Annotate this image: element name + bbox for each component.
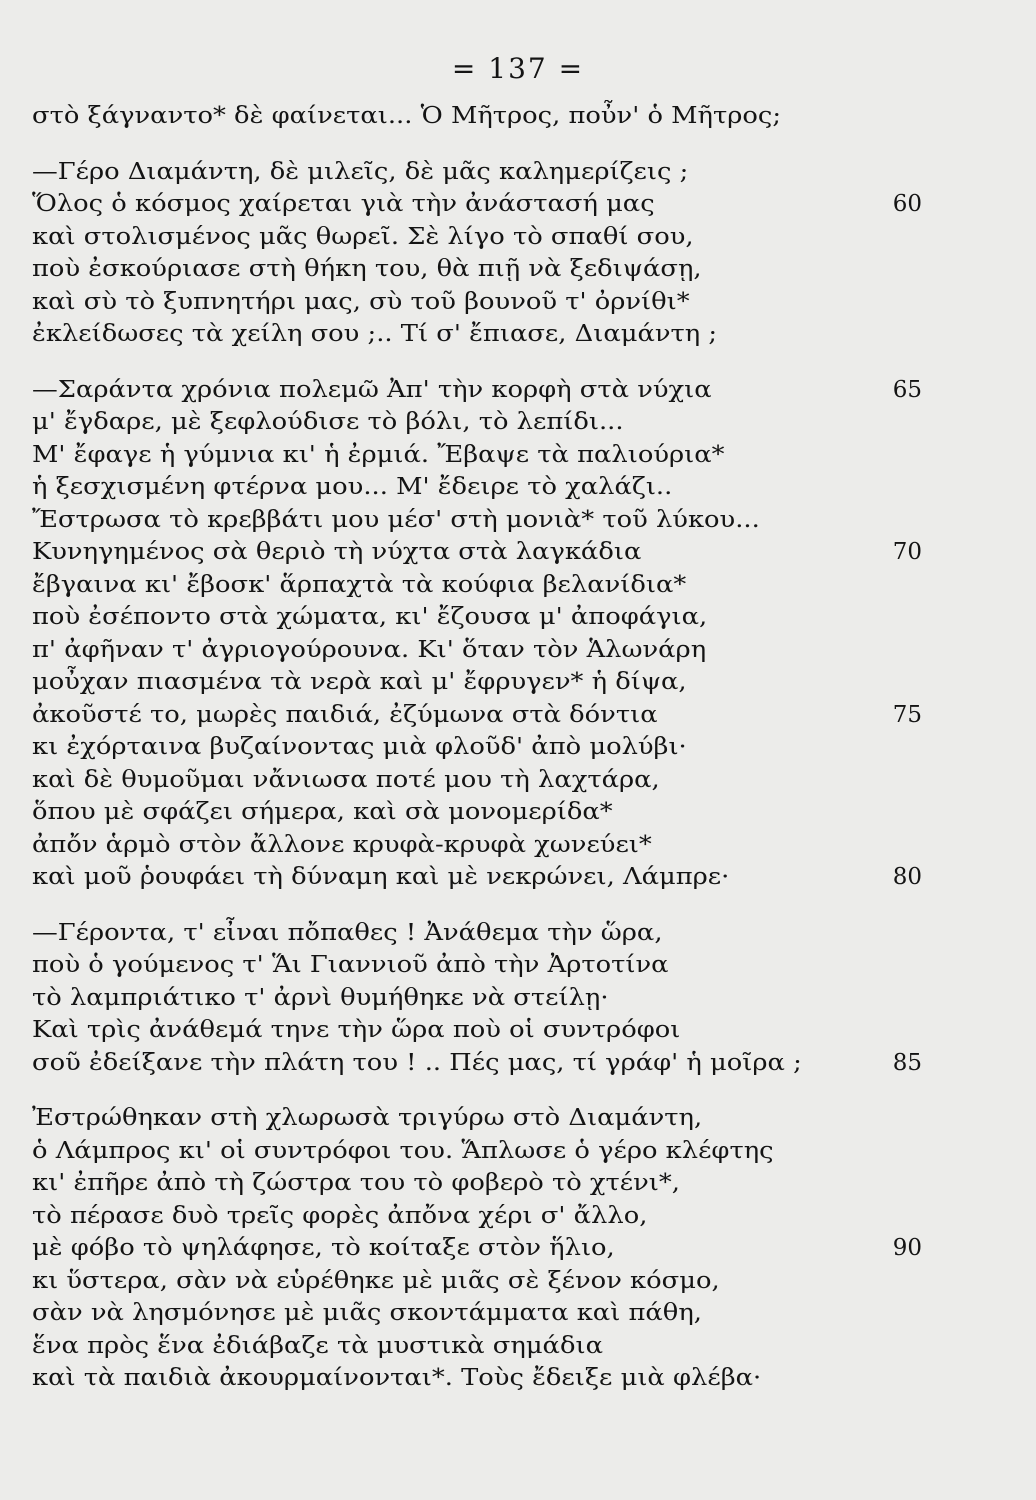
poem-line: [32, 861, 922, 894]
poem-line: [32, 666, 922, 699]
poem-line: [32, 253, 922, 286]
line-text: Καὶ τρὶς ἀνάθεμά τηνε τὴν ὥρα ποὺ οἱ συντρόφοι: [32, 1017, 681, 1043]
line-text: τὸ λαμπριάτικο τ' ἀρνὶ θυμήθηκε νὰ στείλῃ·: [32, 984, 609, 1011]
line-text: ὅπου μὲ σφάζει σήμερα, καὶ σὰ μονομερίδα*: [32, 799, 613, 825]
poem-line: [32, 731, 922, 764]
poem-line: [32, 286, 922, 319]
poem-line: [32, 796, 922, 829]
line-text: ποὺ ὁ γούμενος τ' Ἅι Γιαννιοῦ ἀπὸ τὴν Ἀρτοτίνα: [32, 952, 669, 978]
poem-line: [32, 1297, 922, 1330]
poem-line: [32, 1135, 922, 1168]
line-text: καὶ στολισμένος μᾶς θωρεῖ. Σὲ λίγο τὸ σπαθί σου,: [32, 223, 694, 250]
poem-line: [32, 1102, 922, 1135]
line-text: —Γέροντα, τ' εἶναι πὄπαθες ! Ἀνάθεμα τὴν ὥρα,: [32, 919, 663, 946]
line-text: καὶ τὰ παιδιὰ ἀκουρμαίνονται*. Τοὺς ἔδειξε μιὰ φλέβα·: [32, 1365, 762, 1391]
line-number: 80: [892, 864, 922, 890]
poem-line: [32, 1362, 922, 1395]
line-number: 65: [892, 376, 922, 403]
line-text: μ' ἔγδαρε, μὲ ξεφλούδισε τὸ βόλι, τὸ λεπίδι...: [32, 409, 624, 435]
line-text: καὶ δὲ θυμοῦμαι νἄνιωσα ποτέ μου τὴ λαχτάρα,: [32, 766, 660, 793]
poem-line: [32, 406, 922, 439]
poem-line: [32, 1200, 922, 1233]
poem-line: [32, 536, 922, 569]
poem-line: [32, 156, 922, 189]
poem-line: [32, 100, 922, 133]
line-text: σὰν νὰ λησμόνησε μὲ μιᾶς σκοντάμματα καὶ πάθη,: [32, 1300, 702, 1326]
poem-line: [32, 949, 922, 982]
line-text: Μ' ἔφαγε ἡ γύμνια κι' ἡ ἐρμιά. Ἔβαψε τὰ παλιούρια*: [32, 441, 725, 468]
line-text: ἔβγαινα κι' ἔβοσκ' ἅρπαχτὰ τὰ κούφια βελανίδια*: [32, 571, 687, 598]
line-text: ποὺ ἐσκούριασε στὴ θήκη του, θὰ πιῇ νὰ ξεδιψάσῃ,: [32, 256, 702, 282]
poem-line: [32, 188, 922, 221]
poem-line: [32, 982, 922, 1015]
poem-line: [32, 1047, 922, 1080]
poem-line: [32, 439, 922, 472]
line-number: 75: [892, 701, 922, 728]
line-text: ἐκλείδωσες τὰ χείλη σου ;.. Τί σ' ἔπιασε, Διαμάντη ;: [32, 321, 718, 347]
poem-body: [32, 100, 922, 1395]
line-text: τὸ πέρασε δυὸ τρεῖς φορὲς ἀπὄνα χέρι σ' ἄλλο,: [32, 1202, 648, 1229]
line-text: κι' ἐπῆρε ἀπὸ τὴ ζώστρα του τὸ φοβερὸ τὸ χτένι*,: [32, 1170, 680, 1196]
line-text: ἀκοῦστέ το, μωρὲς παιδιά, ἐζύμωνα στὰ δόντια: [32, 701, 658, 728]
line-text: ἕνα πρὸς ἕνα ἐδιάβαζε τὰ μυστικὰ σημάδια: [32, 1332, 603, 1359]
poem-line: [32, 1167, 922, 1200]
line-text: μοὖχαν πιασμένα τὰ νερὰ καὶ μ' ἔφρυγεν* ἡ δίψα,: [32, 669, 687, 695]
line-number: 90: [892, 1235, 922, 1261]
poem-line: [32, 569, 922, 602]
poem-line: [32, 374, 922, 407]
line-text: στὸ ξάγναντο* δὲ φαίνεται... Ὁ Μῆτρος, ποὖν' ὁ Μῆτρος;: [32, 103, 782, 129]
poem-line: [32, 634, 922, 667]
poem-line: [32, 221, 922, 254]
line-text: σοῦ ἐδείξανε τὴν πλάτη του ! .. Πές μας, τί γράφ' ἡ μοῖρα ;: [32, 1049, 802, 1076]
line-text: —Γέρο Διαμάντη, δὲ μιλεῖς, δὲ μᾶς καλημερίζεις ;: [32, 158, 689, 185]
line-text: ὁ Λάμπρος κι' οἱ συντρόφοι του. Ἅπλωσε ὁ γέρο κλέφτης: [32, 1137, 774, 1164]
poem-line: [32, 318, 922, 351]
poem-line: [32, 1265, 922, 1298]
line-text: καὶ μοῦ ῥουφάει τὴ δύναμη καὶ μὲ νεκρώνει, Λάμπρε·: [32, 864, 730, 890]
line-text: Ἔστρωσα τὸ κρεββάτι μου μέσ' στὴ μονιὰ* τοῦ λύκου...: [32, 506, 760, 533]
line-text: μὲ φόβο τὸ ψηλάφησε, τὸ κοίταξε στὸν ἥλιο,: [32, 1235, 615, 1261]
poem-line: [32, 1014, 922, 1047]
line-text: κι ὕστερα, σὰν νὰ εὑρέθηκε μὲ μιᾶς σὲ ξένον κόσμο,: [32, 1267, 720, 1294]
line-text: ἡ ξεσχισμένη φτέρνα μου... Μ' ἔδειρε τὸ χαλάζι..: [32, 474, 673, 500]
line-number: 70: [892, 539, 922, 565]
line-text: Κυνηγημένος σὰ θεριὸ τὴ νύχτα στὰ λαγκάδια: [32, 539, 642, 565]
line-text: Ἐστρώθηκαν στὴ χλωρωσὰ τριγύρω στὸ Διαμάντη,: [32, 1105, 703, 1131]
poem-line: [32, 1232, 922, 1265]
line-text: ποὺ ἐσέποντο στὰ χώματα, κι' ἔζουσα μ' ἀποφάγια,: [32, 604, 708, 630]
line-text: π' ἀφῆναν τ' ἀγριογούρουνα. Κι' ὅταν τὸν Ἁλωνάρη: [32, 636, 707, 663]
line-number: 85: [892, 1049, 922, 1076]
poem-line: [32, 471, 922, 504]
poem-line: [32, 504, 922, 537]
poem-line: [32, 764, 922, 797]
line-text: ἀπὄν ἁρμὸ στὸν ἄλλονε κρυφὰ-κρυφὰ χωνεύει*: [32, 831, 652, 858]
line-number: 60: [892, 191, 922, 217]
poem-line: [32, 829, 922, 862]
poem-line: [32, 601, 922, 634]
line-text: κι ἐχόρταινα βυζαίνοντας μιὰ φλοῦδ' ἀπὸ μολύβι·: [32, 734, 687, 760]
poem-line: [32, 917, 922, 950]
line-text: —Σαράντα χρόνια πολεμῶ Ἀπ' τὴν κορφὴ στὰ νύχια: [32, 376, 712, 403]
page-number: = 137 =: [451, 52, 585, 85]
poem-line: [32, 1330, 922, 1363]
line-text: καὶ σὺ τὸ ξυπνητήρι μας, σὺ τοῦ βουνοῦ τ' ὀρνίθι*: [32, 288, 690, 315]
poem-line: [32, 699, 922, 732]
line-text: Ὅλος ὁ κόσμος χαίρεται γιὰ τὴν ἀνάστασή μας: [32, 191, 655, 217]
